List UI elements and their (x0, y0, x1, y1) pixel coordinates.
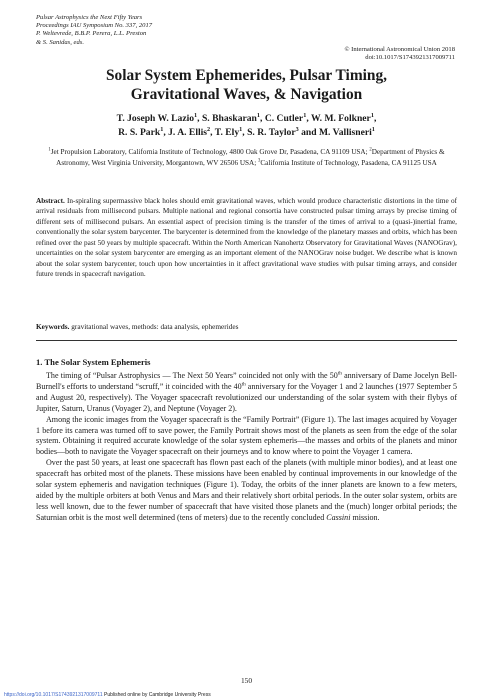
author-name: S. R. Taylor (247, 126, 296, 138)
author-name: R. S. Park (118, 126, 161, 138)
section-heading: 1. The Solar System Ephemeris (36, 357, 151, 367)
author-affil: 1 (256, 111, 261, 119)
copyright-text: © International Astronomical Union 2018 (344, 46, 455, 53)
author-name: S. Bhaskaran (201, 113, 257, 124)
paragraph (36, 458, 457, 523)
text-run: mission. (350, 512, 380, 522)
author-line: T. Joseph W. Lazio$^1$, S. Bhaskaran$^1$, C. Cutler$^1$, W. M. Folkner$^1$, (116, 111, 377, 124)
author-affil: 2 (207, 125, 211, 133)
page-number: 150 (240, 676, 253, 685)
author-affil: 1 (370, 111, 374, 119)
journal-line: Proceedings IAU Symposium No. 337, 2017 (36, 22, 153, 30)
superscript: th (337, 370, 342, 377)
text-run: anniversary for the Voyager 1 and 2 launches (1977 September 5 and August 20, respectively). The Voyager spacecraft revolutionized our understanding of the solar system with their flybys of Jupiter, Saturn, Uranus (Voyager 2), and Neptune (Voyager 2). (36, 381, 457, 413)
doi-text: doi:10.1017/S1743921317009711 (365, 54, 455, 62)
affil-text: California Institute of Technology, Pasadena, CA 91125 USA (260, 158, 437, 167)
footer (4, 692, 211, 698)
keywords (36, 322, 457, 332)
affiliations (42, 147, 451, 168)
title-line: Solar System Ephemerides, Pulsar Timing, (105, 67, 388, 84)
keywords-label: Keywords. (36, 322, 70, 331)
author-line: R. S. Park$^1$, J. A. Ellis$^2$, T. Ely$^1$, S. R. Taylor$^3$ and M. Vallisneri$^1$ (118, 125, 375, 138)
author-list (30, 112, 463, 139)
journal-line: P. Weltevrede, B.B.P. Perera, L.L. Preston (36, 30, 147, 38)
italic-text: Cassini (326, 512, 351, 522)
text-run: The timing of “Pulsar Astrophysics — The Next 50 Years” coincided not only with the 50 (46, 371, 338, 380)
text-run: anniversary of Dame Jocelyn Bell-Burnell's efforts to understand “scruff,” it coincided with the 40 (36, 371, 457, 391)
affil-number: 3 (258, 158, 261, 164)
superscript: th (241, 381, 246, 388)
section-body (36, 371, 457, 524)
author-name: T. Ely (214, 126, 240, 138)
paper-title (30, 66, 463, 104)
author-affil: 1 (303, 111, 307, 119)
author-affil: 3 (295, 125, 299, 133)
doi-link[interactable]: https://doi.org/10.1017/S1743921317009711 (4, 692, 103, 698)
author-affil: 1 (194, 111, 198, 119)
affil-text: Department of Physics & Astronomy, West Virginia University, Morgantown, WV 26506 USA; (56, 148, 445, 167)
journal-header (36, 14, 256, 47)
affil-number: 1 (48, 147, 51, 153)
author-name: C. Cutler (264, 113, 304, 124)
abstract (36, 196, 457, 280)
journal-line: & S. Sanidas, eds. (36, 38, 84, 46)
affil-number: 2 (369, 147, 372, 153)
abstract-text: In-spiraling supermassive black holes should emit gravitational waves, which would produce characteristic distortions in the time of arrival residuals from millisecond pulsars. Multiple national and regional consortia have constructed pulsar timing arrays by precise timing of different sets of millisecond pulsars. An essential aspect of precision timing is the transfer of the times of arrival to a (quasi-)inertial frame, conventionally the solar system barycenter. The barycenter is determined from the knowledge of the planetary masses and orbits, which has been refined over the past 50 years by multiple spacecraft. Within the North American Nanohertz Observatory for Gravitational Waves (NANOGrav), uncertainties on the solar system barycenter are emerging as an important element of the NANOGrav noise budget. We describe what is known about the solar system barycenter, touch upon how uncertainties in it affect gravitational wave studies with pulsar timing arrays, and consider future trends in spacecraft navigation. (36, 197, 457, 279)
author-affil: 1 (160, 125, 164, 133)
author-affil: 1 (371, 125, 375, 133)
author-name: W. M. Folkner (310, 113, 371, 124)
text-run: Over the past 50 years, at least one spacecraft has flown past each of the planets (with multiple minor bodies), and at least one spacecraft has orbited most of the planets. These missions have been enabled by continual improvements in our knowledge of the solar system ephemeris and navigation techniques (Figure 1). Today, the orbits of the inner planets are known to a few meters, aided by the multiple orbiters at both Venus and Mars and their relatively short orbital periods. In the outer solar system, orbits are less well known, due to the fewer number of spacecraft that have visited those planets and the (much) longer orbital periods; the Saturnian orbit is the most well determined (tens of meters) due to the recently concluded (36, 458, 457, 522)
title-line: Gravitational Waves, & Navigation (130, 86, 363, 103)
keywords-text: gravitational waves, methods: data analysis, ephemerides (71, 322, 239, 331)
author-affil: 1 (239, 125, 243, 133)
section-divider (36, 340, 457, 341)
author-name: J. A. Ellis (168, 126, 208, 138)
abstract-label: Abstract. (36, 197, 65, 205)
copyright-block (235, 46, 455, 62)
journal-line: Pulsar Astrophysics the Next Fifty Years (36, 14, 143, 21)
affil-text: Jet Propulsion Laboratory, California Institute of Technology, 4800 Oak Grove Dr, Pasadena, CA 91109 USA; (50, 148, 370, 156)
paragraph: Among the iconic images from the Voyager spacecraft is the “Family Portrait” (Figure 1). The last images acquired by Voyager 1 before its camera was turned off to save power, the Family Portrait shows most of the planets as seen from the edge of the solar system. Obtaining it required accurate knowledge of the solar system ephemeris—the masses and orbits of the planets and minor bodies—both to navigate the Voyager spacecraft on their journeys and to know where to point the Voyager 1 camera. (36, 414, 457, 457)
published-note: Published online by Cambridge University Press (102, 692, 211, 698)
author-name: T. Joseph W. Lazio (116, 113, 195, 124)
paragraph (36, 371, 457, 415)
author-name: M. Vallisneri (319, 126, 372, 138)
